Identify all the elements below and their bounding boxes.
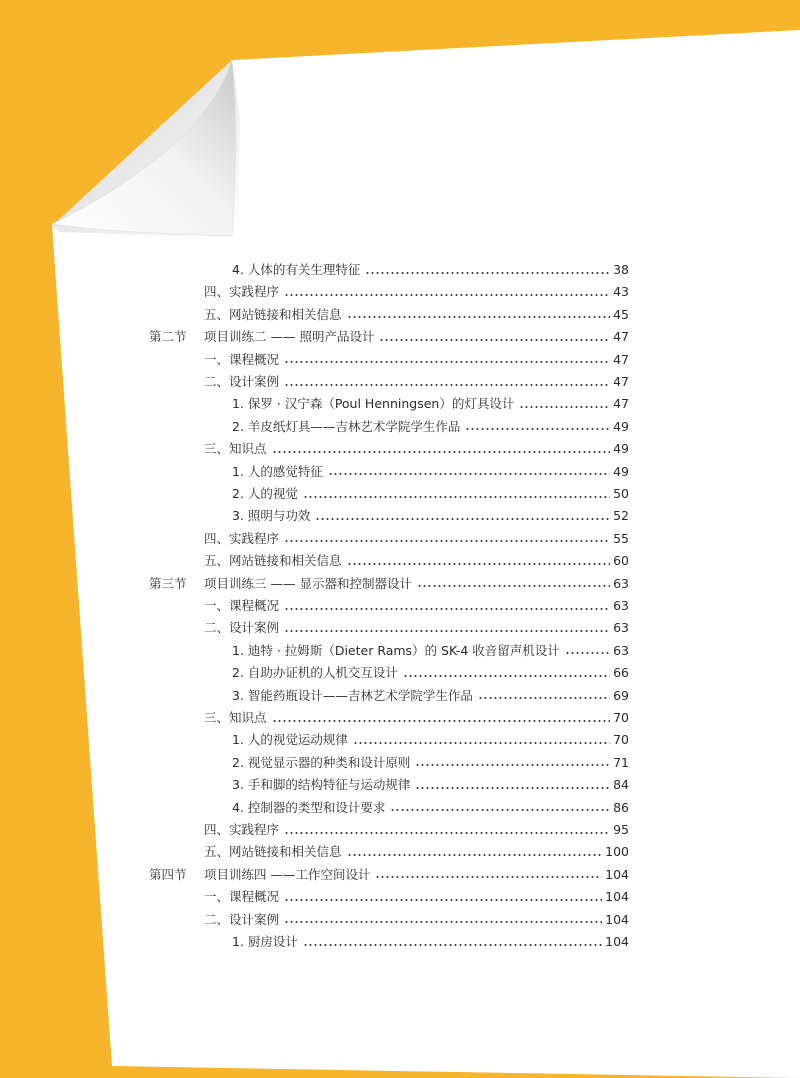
toc-entry[interactable] (0, 706, 800, 729)
toc-page-number: 84 (613, 777, 629, 793)
dot-leader (565, 652, 610, 654)
toc-entry[interactable] (0, 728, 800, 751)
dot-leader (284, 361, 610, 363)
toc-entry[interactable] (0, 280, 800, 303)
toc-page-number: 70 (613, 710, 629, 725)
toc-entry[interactable] (0, 930, 800, 953)
toc-page-number: 47 (613, 351, 629, 367)
toc-entry[interactable] (0, 908, 800, 931)
toc-entry-title: 2. 羊皮纸灯具——吉林艺术学院学生作品 (232, 418, 461, 434)
toc-entry-title: 项目训练四 ——工作空间设计 (204, 866, 371, 882)
dot-leader (284, 630, 610, 632)
dot-leader (379, 339, 610, 341)
toc-entry[interactable] (0, 348, 800, 371)
toc-entry-title: 四、实践程序 (204, 530, 280, 546)
toc-entry-title: 4. 人体的有关生理特征 (232, 262, 361, 277)
toc-entry[interactable] (0, 437, 800, 460)
toc-entry-title: 2. 人的视觉 (232, 486, 298, 501)
toc-entry-title: 四、实践程序 (204, 284, 280, 300)
toc-page-number: 49 (613, 463, 629, 479)
toc-page-number: 63 (613, 642, 629, 658)
toc-entry[interactable] (0, 258, 800, 281)
toc-page-number: 69 (613, 687, 629, 703)
toc-page-number: 104 (605, 911, 629, 927)
toc-entry-title: 1. 厨房设计 (232, 934, 298, 949)
toc-page-number: 52 (613, 508, 629, 524)
toc-page-number: 66 (613, 665, 629, 681)
toc-page-number: 49 (613, 418, 629, 434)
toc-entry-title: 五、网站链接和相关信息 (204, 306, 342, 322)
toc-entry-title: 4. 控制器的类型和设计要求 (232, 799, 386, 815)
toc-entry-title: 项目训练二 —— 照明产品设计 (204, 329, 375, 345)
dot-leader (403, 675, 610, 677)
dot-leader (415, 764, 610, 766)
toc-entry[interactable] (0, 325, 800, 348)
toc-entry[interactable] (0, 616, 800, 639)
toc-entry-title: 二、设计案例 (204, 911, 280, 927)
toc-entry-title: 五、网站链接和相关信息 (204, 553, 342, 569)
toc-entry-title: 项目训练三 —— 显示器和控制器设计 (204, 575, 412, 591)
toc-entry-title: 一、课程概况 (204, 351, 280, 367)
toc-entry[interactable] (0, 863, 800, 886)
toc-entry[interactable] (0, 885, 800, 908)
toc-entry-title: 三、知识点 (204, 441, 267, 457)
toc-entry-title: 1. 迪特 · 拉姆斯（Dieter Rams）的 SK-4 收音留声机设计 (232, 642, 560, 658)
toc-entry-title: 一、课程概况 (204, 889, 280, 905)
toc-page-number: 63 (613, 598, 629, 613)
dot-leader (365, 272, 610, 274)
dot-leader (303, 944, 602, 946)
dot-leader (347, 854, 603, 856)
toc-entry-title: 四、实践程序 (204, 822, 280, 837)
dot-leader (284, 608, 610, 610)
toc-page-number: 63 (613, 575, 629, 591)
toc-entry-title: 2. 视觉显示器的种类和设计原则 (232, 754, 411, 770)
dot-leader (284, 899, 602, 901)
toc-entry-title: 3. 手和脚的结构特征与运动规律 (232, 777, 411, 793)
toc-section-number: 第二节 (149, 329, 187, 345)
dot-leader (284, 294, 610, 296)
dot-leader (415, 787, 610, 789)
toc-page-number: 47 (613, 396, 629, 412)
toc-page-number: 45 (613, 306, 629, 322)
dot-leader (284, 832, 610, 834)
toc-entry[interactable] (0, 370, 800, 393)
dot-leader (417, 585, 610, 587)
toc-entry[interactable] (0, 460, 800, 483)
toc-entry-title: 3. 照明与功效 (232, 508, 311, 524)
toc-entry-title: 五、网站链接和相关信息 (204, 844, 342, 860)
toc-page-number: 63 (613, 620, 629, 636)
toc-page-number: 86 (613, 799, 629, 815)
toc-entry[interactable] (0, 818, 800, 841)
toc-entry[interactable] (0, 482, 800, 505)
toc-entry[interactable] (0, 796, 800, 819)
dot-leader (390, 809, 610, 811)
toc-page-number: 60 (613, 553, 629, 569)
toc-page-number: 104 (605, 889, 629, 905)
dot-leader (284, 540, 610, 542)
toc-entry[interactable] (0, 549, 800, 572)
toc-entry-title: 1. 人的视觉运动规律 (232, 732, 348, 748)
dot-leader (465, 428, 610, 430)
toc-page-number: 50 (613, 486, 629, 501)
toc-section-number: 第三节 (149, 575, 187, 591)
dot-leader (328, 473, 610, 475)
dot-leader (347, 316, 611, 318)
dot-leader (353, 742, 610, 744)
toc-entry-title: 2. 自助办证机的人机交互设计 (232, 665, 398, 681)
dot-leader (347, 563, 611, 565)
toc-page-number: 71 (613, 754, 629, 770)
toc-entry[interactable] (0, 504, 800, 527)
toc-entry[interactable] (0, 594, 800, 617)
toc-entry-title: 三、知识点 (204, 710, 267, 725)
toc-page-number: 104 (605, 934, 629, 949)
toc-page-number: 104 (605, 866, 629, 882)
toc-entry[interactable] (0, 751, 800, 774)
dot-leader (284, 921, 602, 923)
toc-entry-title: 一、课程概况 (204, 598, 280, 613)
toc-entry-title: 3. 智能药瓶设计——吉林艺术学院学生作品 (232, 687, 473, 703)
toc-entry[interactable] (0, 572, 800, 595)
toc-entry[interactable] (0, 392, 800, 415)
toc-page-number: 47 (613, 329, 629, 345)
toc-page-number: 70 (613, 732, 629, 748)
toc-page-number: 43 (613, 284, 629, 300)
dot-leader (375, 876, 602, 878)
toc-page-number: 55 (613, 530, 629, 546)
toc-entry[interactable] (0, 303, 800, 326)
toc-entry[interactable] (0, 773, 800, 796)
toc-entry-title: 1. 保罗 · 汉宁森（Poul Henningsen）的灯具设计 (232, 396, 515, 412)
toc-page-number: 100 (605, 844, 629, 860)
toc-entry-title: 二、设计案例 (204, 374, 280, 389)
dot-leader (272, 720, 611, 722)
toc-entry[interactable] (0, 415, 800, 438)
toc-page-number: 49 (613, 441, 629, 457)
dot-leader (478, 697, 610, 699)
dot-leader (272, 451, 611, 453)
dot-leader (284, 384, 610, 386)
dot-leader (303, 496, 610, 498)
dot-leader (315, 518, 610, 520)
dot-leader (519, 406, 610, 408)
toc-page-number: 38 (613, 262, 629, 277)
toc-entry[interactable] (0, 639, 800, 662)
toc-page-number: 47 (613, 374, 629, 389)
toc-page-number: 95 (613, 822, 629, 837)
toc-section-number: 第四节 (149, 866, 187, 882)
toc-entry[interactable] (0, 661, 800, 684)
toc-entry[interactable] (0, 840, 800, 863)
toc-entry[interactable] (0, 527, 800, 550)
toc-entry-title: 1. 人的感觉特征 (232, 463, 323, 479)
toc-entry-title: 二、设计案例 (204, 620, 280, 636)
toc-entry[interactable] (0, 684, 800, 707)
